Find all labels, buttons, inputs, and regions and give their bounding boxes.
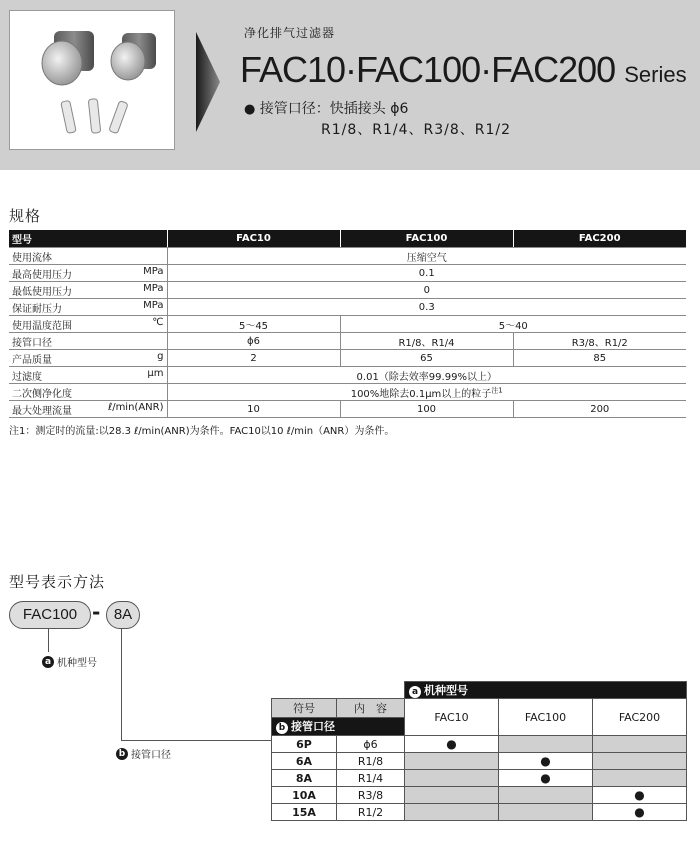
unavailable-cell — [593, 736, 687, 753]
code-content: ϕ6 — [337, 736, 405, 753]
spec-label: 使用温度范围 — [12, 320, 72, 332]
specs-heading: 规格 — [9, 207, 42, 225]
group-b-header — [272, 717, 405, 736]
spec-value: R1/8、R1/4 — [340, 333, 513, 350]
model-header-fac100: FAC100 — [499, 699, 593, 736]
code-row — [272, 736, 687, 753]
group-a-label: 机种型号 — [424, 684, 468, 697]
spec-unit: ℓ/min(ANR) — [108, 401, 164, 413]
spec-footnote: 注1：测定时的流量:以28.3 ℓ/min(ANR)为条件。FAC10以10 ℓ/min（ANR）为条件。 — [9, 426, 395, 437]
code-content: R1/8 — [337, 753, 405, 770]
spec-label: 使用流体 — [9, 248, 167, 265]
code-symbol: 6P — [272, 736, 337, 753]
callout-a — [42, 654, 97, 669]
spec-value: 0.1 — [167, 265, 686, 282]
spec-row — [9, 316, 686, 333]
spec-label: 最高使用压力 — [12, 269, 72, 281]
spec-value: ϕ6 — [167, 333, 340, 350]
col-header-symbol: 符号 — [272, 699, 337, 718]
spec-header-row — [9, 230, 686, 248]
badge-a-icon: a — [409, 686, 421, 698]
series-suffix: Series — [624, 62, 687, 87]
code-content: R1/2 — [337, 804, 405, 821]
group-a-row — [272, 682, 687, 699]
callout-b-label: 接管口径 — [131, 750, 171, 761]
filter-illustration — [10, 11, 174, 149]
callout-line-b-vertical — [121, 628, 122, 740]
empty-cell — [337, 682, 405, 699]
spec-value: 10 — [167, 401, 340, 418]
spec-unit: MPa — [143, 282, 164, 294]
spec-row — [9, 265, 686, 282]
footnote-ref: 注1 — [491, 386, 503, 395]
port-code-pill: 8A — [106, 601, 140, 629]
header-row — [272, 699, 687, 718]
spec-row — [9, 367, 686, 384]
spec-value: 65 — [340, 350, 513, 367]
spec-table — [9, 230, 686, 418]
callout-line-b-horizontal — [121, 740, 272, 741]
available-mark-icon: ● — [593, 787, 687, 804]
connection-info-line1 — [244, 98, 408, 118]
spec-unit: ℃ — [152, 316, 164, 328]
unavailable-cell — [405, 753, 499, 770]
spec-unit: MPa — [143, 299, 164, 311]
group-a-header — [405, 682, 687, 699]
code-table-body — [272, 736, 687, 821]
spec-value: 压缩空气 — [167, 248, 686, 265]
unavailable-cell — [499, 787, 593, 804]
unavailable-cell — [499, 804, 593, 821]
unavailable-cell — [405, 787, 499, 804]
spec-label: 保证耐压力 — [12, 303, 62, 315]
spec-row — [9, 282, 686, 299]
code-symbol: 8A — [272, 770, 337, 787]
spec-label: 二次侧净化度 — [9, 384, 167, 401]
badge-b-icon: b — [116, 748, 128, 760]
available-mark-icon: ● — [593, 804, 687, 821]
spec-value: R3/8、R1/2 — [513, 333, 686, 350]
spec-value: 2 — [167, 350, 340, 367]
unavailable-cell — [593, 753, 687, 770]
code-row — [272, 787, 687, 804]
product-photo — [9, 10, 175, 150]
spec-value: 100%地除去0.1μm以上的粒子 — [350, 388, 492, 400]
code-symbol: 6A — [272, 753, 337, 770]
ordering-heading: 型号表示方法 — [9, 573, 106, 591]
spec-label: 最低使用压力 — [12, 286, 72, 298]
connection-text: 接管口径：快插接头 ϕ6 — [259, 101, 409, 117]
code-table — [271, 681, 687, 821]
spec-label: 接管口径 — [9, 333, 167, 350]
code-row — [272, 770, 687, 787]
spec-row — [9, 299, 686, 316]
code-content: R1/4 — [337, 770, 405, 787]
spec-unit: g — [157, 350, 164, 362]
connection-info-line2: R1/8、R1/4、R3/8、R1/2 — [321, 122, 512, 138]
unavailable-cell — [499, 736, 593, 753]
unavailable-cell — [405, 770, 499, 787]
badge-a-icon: a — [42, 656, 54, 668]
spec-row — [9, 401, 686, 418]
col-header-content: 内 容 — [337, 699, 405, 718]
available-mark-icon: ● — [499, 770, 593, 787]
callout-a-label: 机种型号 — [57, 658, 97, 669]
bullet-icon: ● — [244, 102, 256, 117]
spec-label: 产品质量 — [12, 354, 52, 366]
col-header-fac200: FAC200 — [513, 230, 686, 248]
spec-row — [9, 333, 686, 350]
header-band — [0, 0, 700, 170]
spec-value: 85 — [513, 350, 686, 367]
callout-line-a — [48, 628, 49, 652]
col-header-fac100: FAC100 — [340, 230, 513, 248]
spec-value: 100 — [340, 401, 513, 418]
spec-value: 0 — [167, 282, 686, 299]
spec-row — [9, 384, 686, 401]
unavailable-cell — [593, 770, 687, 787]
series-title — [240, 48, 687, 97]
series-models: FAC10·FAC100·FAC200 — [240, 49, 616, 90]
code-content: R3/8 — [337, 787, 405, 804]
model-code-pill: FAC100 — [9, 601, 91, 629]
code-symbol: 10A — [272, 787, 337, 804]
spec-label: 过滤度 — [12, 371, 42, 383]
code-symbol: 15A — [272, 804, 337, 821]
col-header-fac10: FAC10 — [167, 230, 340, 248]
spec-label: 最大处理流量 — [12, 405, 72, 417]
code-separator: - — [92, 600, 101, 624]
spec-value: 200 — [513, 401, 686, 418]
spec-unit: MPa — [143, 265, 164, 277]
spec-row — [9, 248, 686, 265]
unavailable-cell — [405, 804, 499, 821]
model-header-fac200: FAC200 — [593, 699, 687, 736]
spec-value: 0.01（除去效率99.99%以上） — [167, 367, 686, 384]
spec-value: 0.3 — [167, 299, 686, 316]
header-arrow — [196, 32, 220, 132]
empty-cell — [272, 682, 337, 699]
col-header-model: 型号 — [9, 230, 167, 248]
code-row — [272, 804, 687, 821]
spec-unit: μm — [147, 367, 164, 379]
spec-value: 5～45 — [167, 316, 340, 333]
spec-row — [9, 350, 686, 367]
available-mark-icon: ● — [499, 753, 593, 770]
badge-b-icon: b — [276, 722, 288, 734]
callout-b — [116, 746, 171, 761]
group-b-label: 接管口径 — [291, 720, 335, 734]
product-subtitle: 净化排气过滤器 — [244, 26, 336, 40]
model-header-fac10: FAC10 — [405, 699, 499, 736]
code-row — [272, 753, 687, 770]
spec-value: 5～40 — [340, 316, 686, 333]
available-mark-icon: ● — [405, 736, 499, 753]
spec-value-cell — [167, 384, 686, 401]
